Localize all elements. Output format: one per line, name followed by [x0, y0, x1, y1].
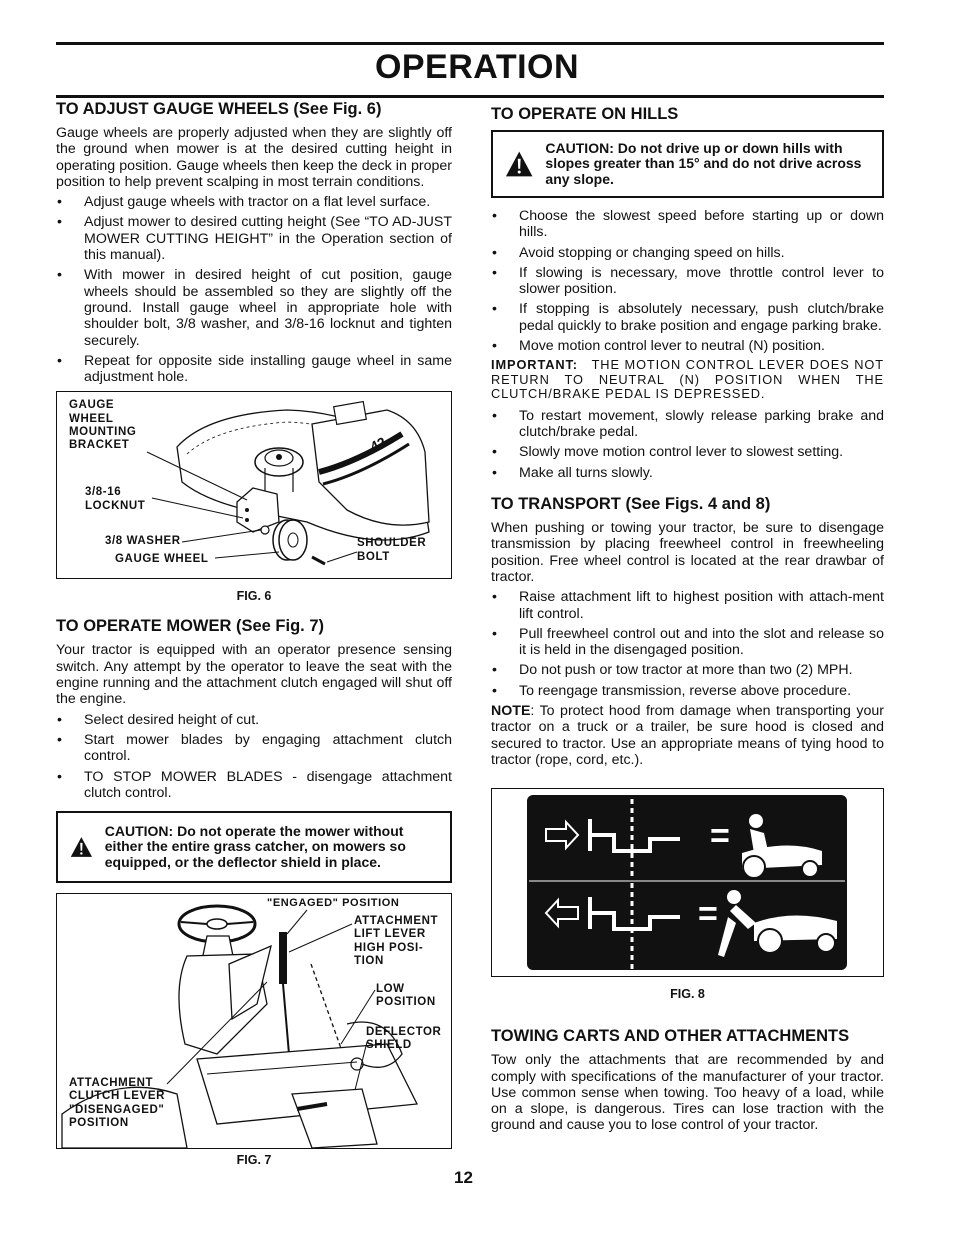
gauge-heading: TO ADJUST GAUGE WHEELS (See Fig. 6)	[56, 100, 382, 118]
figure-6	[56, 391, 452, 579]
list-item: • Raise attachment lift to highest position with attach-ment lift control.	[491, 589, 884, 622]
fig7-caption: FIG. 7	[236, 1153, 272, 1168]
towing-heading: TOWING CARTS AND OTHER ATTACHMENTS	[491, 1027, 850, 1046]
list-item: • Choose the slowest speed before starting up or down hills.	[491, 208, 884, 241]
fig8-equals-2: =	[698, 895, 718, 934]
freewheel-decal-illustration	[492, 789, 883, 976]
hills-caution-box	[491, 130, 884, 198]
fig7-label-low: LOW POSITION	[376, 983, 436, 1009]
right-column	[491, 100, 884, 1138]
fig7-label-deflector: DEFLECTOR SHIELD	[366, 1026, 442, 1052]
list-item: • To reengage transmission, reverse above procedure.	[491, 683, 884, 699]
list-item: • Slowly move motion control lever to slowest setting.	[491, 444, 884, 460]
top-rule	[56, 42, 884, 45]
left-column	[56, 100, 452, 1181]
list-item: • If stopping is absolutely necessary, push clutch/brake pedal quickly to brake position and engage parking brake.	[491, 301, 884, 334]
transport-heading: TO TRANSPORT (See Figs. 4 and 8)	[491, 495, 771, 514]
list-item: • Start mower blades by engaging attachment clutch control.	[56, 732, 452, 765]
hills-caution-text: CAUTION: Do not drive up or down hills with slopes greater than 15° and do not drive across any slope.	[545, 139, 862, 187]
warning-icon	[70, 819, 93, 875]
transport-intro: When pushing or towing your tractor, be sure to disengage transmission by placing freewheel control in freewheeling position. Free wheel control is located at the rear drawbar of tractor.	[491, 520, 884, 585]
fig6-label-washer: 3/8 WASHER	[105, 535, 181, 548]
hills-bullets	[491, 208, 884, 354]
title-rule	[56, 95, 884, 98]
list-item: • Select desired height of cut.	[56, 712, 452, 728]
fig6-label-bracket: GAUGE WHEEL MOUNTING BRACKET	[69, 399, 137, 452]
hills-heading: TO OPERATE ON HILLS	[491, 105, 679, 123]
important-label: IMPORTANT:	[491, 357, 578, 373]
list-item: • Make all turns slowly.	[491, 465, 884, 481]
mower-caution-box	[56, 811, 452, 883]
important-text: THE MOTION CONTROL LEVER DOES NOT RETURN TO NEUTRAL (N) POSITION WHEN THE CLUTCH/BRAKE PEDAL IS DEPRESSED.	[491, 357, 884, 402]
list-item: • Adjust gauge wheels with tractor on a flat level surface.	[56, 194, 452, 210]
fig8-equals-1: =	[710, 817, 730, 856]
hills-bullets-2	[491, 408, 884, 481]
mower-caution-text: CAUTION: Do not operate the mower without either the entire grass catcher, on mowers so equipped, or the deflector shield in place.	[104, 822, 406, 870]
list-item: • Do not push or tow tractor at more than two (2) MPH.	[491, 662, 884, 678]
figure-7	[56, 893, 452, 1149]
important-notice	[491, 358, 884, 402]
warning-icon	[505, 138, 533, 190]
fig6-label-wheel: GAUGE WHEEL	[115, 553, 209, 566]
list-item: • Adjust mower to desired cutting height (See “TO AD-JUST MOWER CUTTING HEIGHT” in the Operation section of this manual).	[56, 214, 452, 263]
page-number: 12	[454, 1168, 473, 1187]
transport-note	[491, 703, 884, 768]
fig7-label-clutch: ATTACHMENT CLUTCH LEVER "DISENGAGED" POSITION	[69, 1077, 166, 1129]
fig7-label-lift: ATTACHMENT LIFT LEVER HIGH POSI- TION	[354, 915, 439, 967]
mower-intro: Your tractor is equipped with an operator presence sensing switch. Any attempt by the operator to leave the seat with the engine running and the attachment clutch engaged will shut off the engine.	[56, 642, 452, 708]
list-item: • To restart movement, slowly release parking brake and clutch/brake pedal.	[491, 408, 884, 441]
list-item: • Pull freewheel control out and into the slot and release so it is held in the disengaged position.	[491, 626, 884, 659]
towing-text: Tow only the attachments that are recommended by and comply with specifications of the manufacturer of your tractor. Use common sense when towing. Too heavy of a load, while on a slope, is dangerous. Tires can lose traction with the ground and cause you to lose control of your tractor.	[491, 1052, 884, 1134]
fig7-label-engaged: "ENGAGED" POSITION	[267, 897, 400, 910]
list-item: • Move motion control lever to neutral (N) position.	[491, 338, 884, 354]
mower-bullets	[56, 712, 452, 801]
gauge-intro: Gauge wheels are properly adjusted when they are slightly off the ground when mower is at the desired cutting height in operating position. Gauge wheels then keep the deck in proper position to help prevent scalping in most terrain conditions.	[56, 125, 452, 190]
list-item: • Repeat for opposite side installing gauge wheel in same adjustment hole.	[56, 353, 452, 386]
list-item: • Avoid stopping or changing speed on hills.	[491, 245, 884, 261]
list-item: • With mower in desired height of cut position, gauge wheels should be assembled so they are slightly off the ground. Install gauge wheel in appropriate hole with shoulder bolt, 3/8 washer, and 3/8-16 locknut and tighten securely.	[56, 267, 452, 348]
fig8-caption: FIG. 8	[670, 987, 705, 1002]
note-label: NOTE	[491, 703, 531, 720]
list-item: • If slowing is necessary, move throttle control lever to slower position.	[491, 265, 884, 298]
fig6-label-locknut: 3/8-16 LOCKNUT	[85, 486, 146, 512]
note-text: : To protect hood from damage when transporting your tractor on a truck or a trailer, be sure hood is closed and secured to tractor. Use an appropriate means of tying hood to tractor (rope, cord, etc.).	[491, 703, 884, 768]
transport-bullets	[491, 589, 884, 699]
deck-size-mark: 42	[367, 434, 389, 456]
fig6-caption: FIG. 6	[236, 589, 272, 604]
fig6-label-bolt: SHOULDER BOLT	[357, 537, 427, 563]
page-title: OPERATION	[374, 48, 580, 86]
mower-heading: TO OPERATE MOWER (See Fig. 7)	[56, 617, 324, 636]
gauge-bullets	[56, 194, 452, 385]
figure-8	[491, 788, 884, 977]
list-item: • TO STOP MOWER BLADES - disengage attachment clutch control.	[56, 769, 452, 802]
